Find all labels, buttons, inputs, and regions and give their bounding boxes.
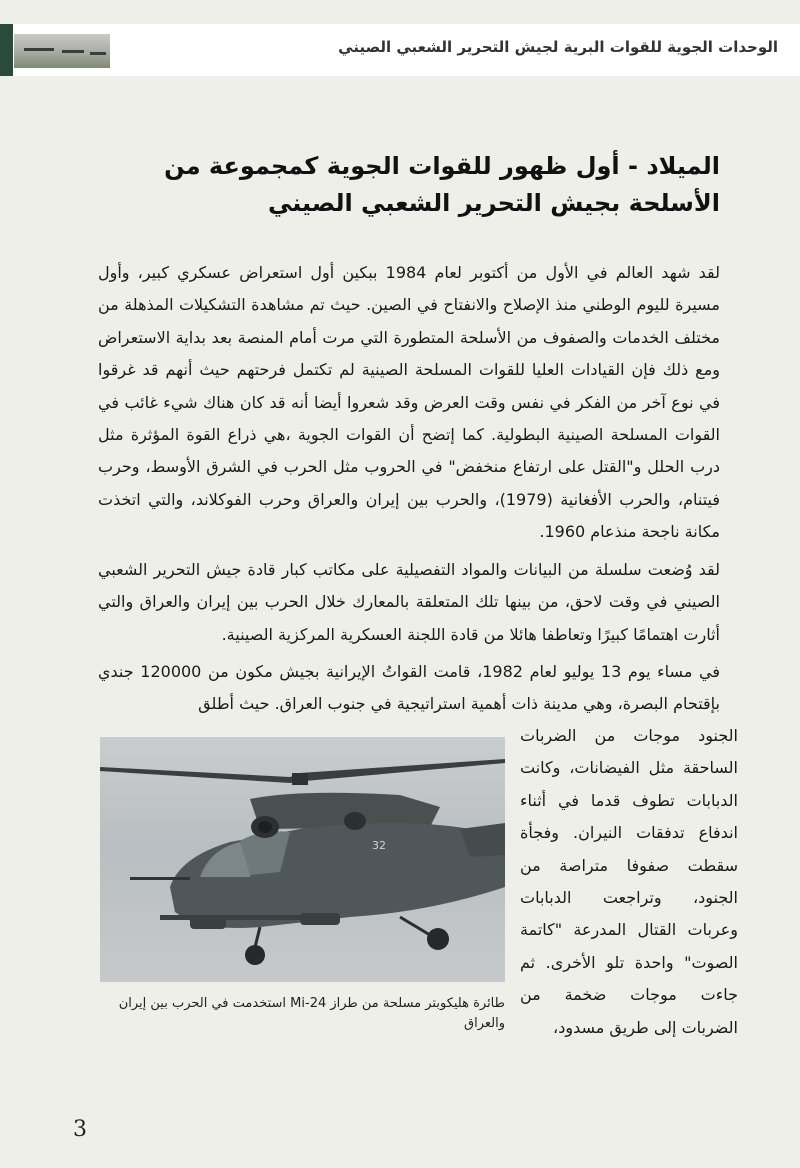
chapter-heading: الميلاد - أول ظهور للقوات الجوية كمجموعة من الأسلحة بجيش التحرير الشعبي الصيني [164, 152, 720, 218]
helicopter-illustration [100, 737, 505, 982]
header-accent-bar [0, 24, 13, 76]
page-number: 3 [73, 1117, 87, 1142]
running-header [0, 24, 800, 76]
header-title: الوحدات الجوية للقوات البرية لجيش التحرير الشعبي الصيني [338, 38, 778, 56]
paragraph-4-wrapped: الجنود موجات من الضربات الساحقة مثل الفيضانات، وكانت الدبابات تطوف قدما في أثناء اندفاع تدفقات النيران. وفجأة سقطت صفوفا متراصة من الجنود، وتراجعت الدبابات وعربات القتال المدرعة "كاتمة الصوت" واحدة تلو الأخرى. ثم جاءت موجات ضخمة من الضربات إلى طريق مسدود، [520, 726, 738, 1037]
paragraph-1: لقد شهد العالم في الأول من أكتوبر لعام 1984 ببكين أول استعراض عسكري كبير، وأول مسيرة لليوم الوطني منذ الإصلاح والانفتاح في الصين. حيث تم مشاهدة التشكيلات المذهلة من مختلف الخدمات والصفوف من الأسلحة المتطورة التي مرت أمام المنصة بعد بداية الاستعراض ومع ذلك فإن القيادات العليا للقوات المسلحة الصينية لم تكتمل فرحتهم حيث أنهم قد غرقوا في نوع آخر من الفكر في نفس وقت العرض وقد شعروا أيضا أنه قد كان هناك شيء غائب في القوات المسلحة الصينية البطولية. كما إتضح أن القوات الجوية ،هي ذراع القوة المؤثرة مثل درب الحلل و"القتل على ارتفاع منخفض" في الحروب مثل الحرب في الشرق الأوسط، وحرب فيتنام، والحرب الأفغانية (1979)، والحرب بين إيران والعراق وحرب الفوكلاند، والتي اتخذت مكانة ناجحة منذعام 1960. [98, 263, 721, 542]
photo-caption: طائرة هليكوبتر مسلحة من طراز Mi-24 استخدمت في الحرب بين إيران والعراق [118, 996, 505, 1031]
paragraph-2: لقد وُضعت سلسلة من البيانات والمواد التفصيلية على مكاتب كبار قادة جيش التحرير الشعبي الصيني في وقت لاحق، من بينها تلك المتعلقة بالمعارك خلال الحرب بين إيران والعراق والتي أثارت اهتمامًا كبيرًا وتعاطفا هائلا من قادة اللجنة العسكرية المركزية الصينية. [98, 560, 720, 644]
header-thumbnail-image [14, 34, 110, 68]
tail-number: 32 [372, 839, 386, 852]
helicopter-photo [100, 737, 505, 982]
paragraph-3: في مساء يوم 13 يوليو لعام 1982، قامت القواتُ الإيرانية بجيش مكون من 120000 جندي بإقتحام البصرة، وهي مدينة ذات أهمية استراتيجية في جنوب العراق. حيث أطلق [98, 662, 721, 714]
